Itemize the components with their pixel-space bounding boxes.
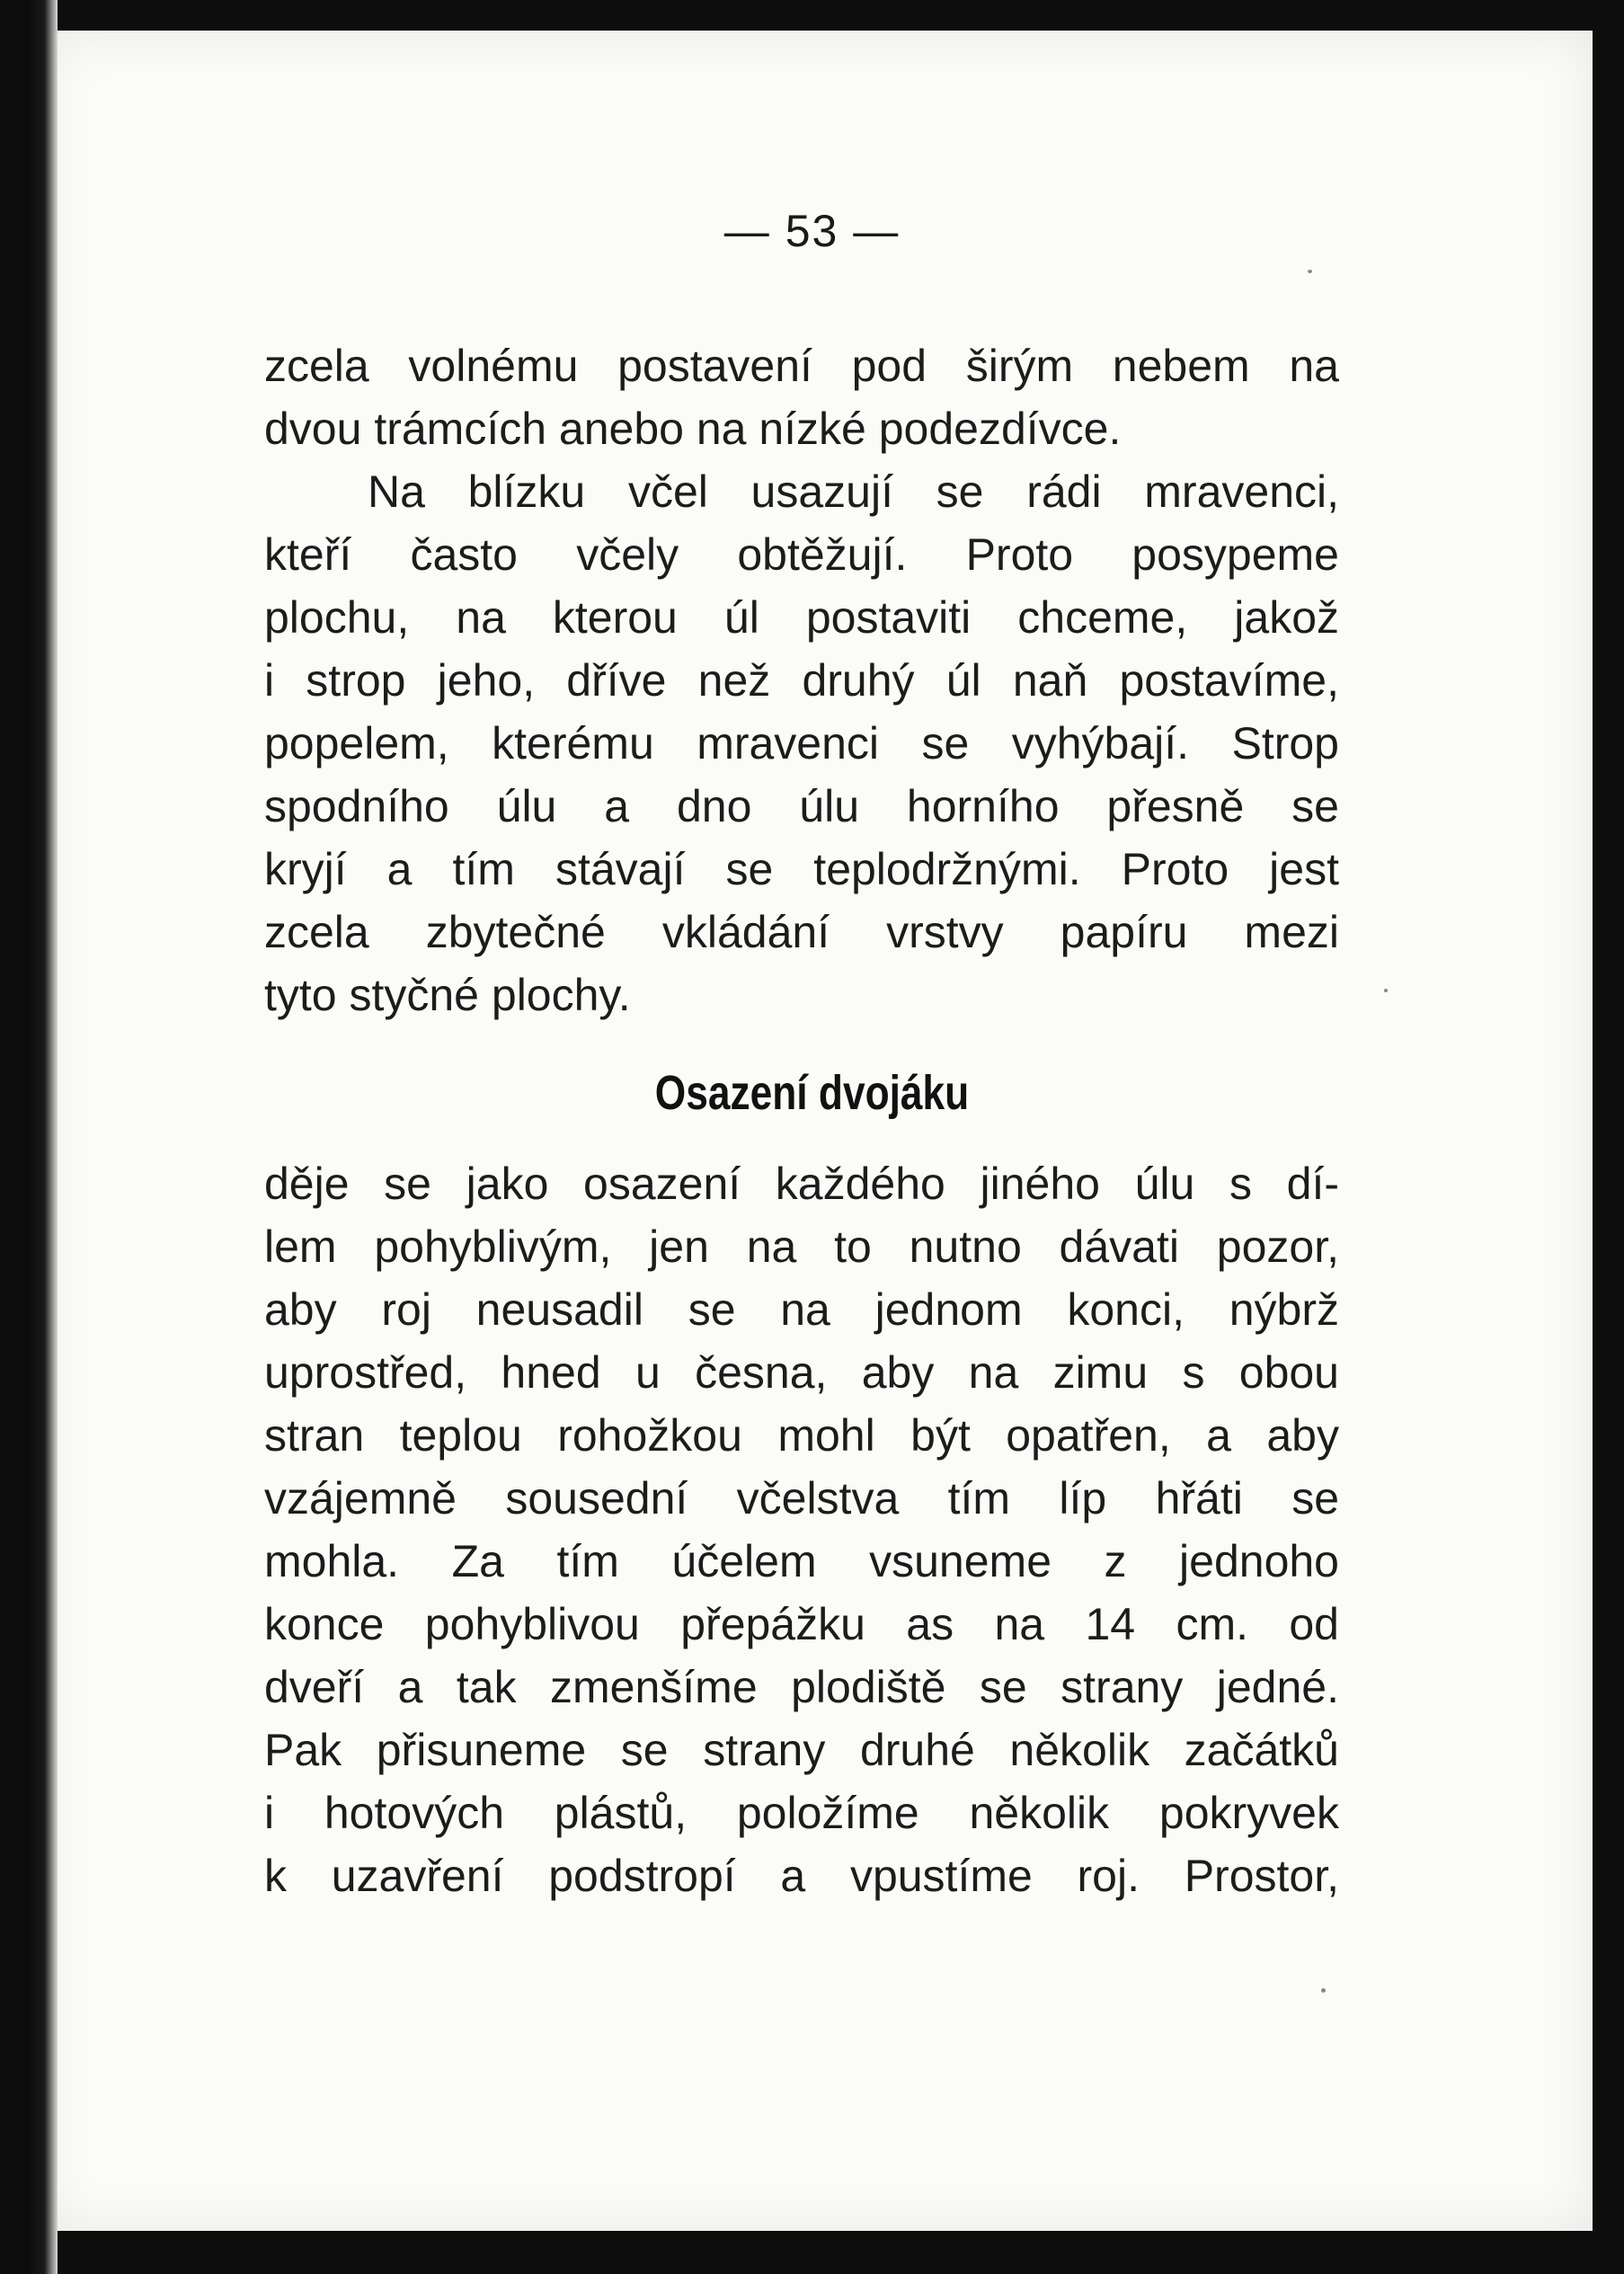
text-line: dveří a tak zmenšíme plodiště se strany jedné.: [264, 1662, 1339, 1712]
page-binding-edge: [25, 0, 58, 2274]
text-line: i hotových plástů, položíme několik pokryvek: [264, 1788, 1339, 1838]
text-line: vzájemně sousední včelstva tím líp hřáti se: [264, 1473, 1339, 1523]
text-line: děje se jako osazení každého jiného úlu s dí-: [264, 1159, 1339, 1209]
text-line: k uzavření podstropí a vpustíme roj. Prostor,: [264, 1851, 1339, 1901]
text-line: tyto styčné plochy.: [264, 970, 631, 1020]
text-line: Na blízku včel usazují se rádi mravenci,: [368, 466, 1339, 517]
text-line: stran teplou rohožkou mohl být opatřen, a aby: [264, 1410, 1339, 1461]
text-line: kryjí a tím stávají se teplodržnými. Proto jest: [264, 844, 1339, 894]
text-line: popelem, kterému mravenci se vyhýbají. Strop: [264, 718, 1339, 768]
paper-speck: [1384, 989, 1388, 992]
text-line: zcela zbytečné vkládání vrstvy papíru mezi: [264, 907, 1339, 957]
text-line: Pak přisuneme se strany druhé několik začátků: [264, 1725, 1339, 1775]
text-line: aby roj neusadil se na jednom konci, nýbrž: [264, 1284, 1339, 1335]
page-number: — 53 —: [723, 206, 901, 256]
text-line: i strop jeho, dříve než druhý úl naň postavíme,: [264, 655, 1339, 706]
text-line: spodního úlu a dno úlu horního přesně se: [264, 781, 1339, 831]
text-line: uprostřed, hned u česna, aby na zimu s obou: [264, 1347, 1339, 1398]
paper-speck: [1321, 1988, 1326, 1993]
text-line: plochu, na kterou úl postaviti chceme, jakož: [264, 592, 1339, 643]
text-line: konce pohyblivou přepážku as na 14 cm. od: [264, 1599, 1339, 1649]
paper-speck: [1308, 270, 1312, 273]
paragraph-continued: [264, 334, 1339, 1026]
section-heading: Osazení dvojáku: [654, 1066, 970, 1120]
paragraph-section: [264, 1152, 1339, 1907]
text-line: zcela volnému postavení pod širým nebem na: [264, 341, 1339, 391]
text-line: lem pohyblivým, jen na to nutno dávati pozor,: [264, 1221, 1339, 1272]
text-line: kteří často včely obtěžují. Proto posypeme: [264, 529, 1339, 580]
text-line: dvou trámcích anebo na nízké podezdívce.: [264, 404, 1122, 454]
text-line: mohla. Za tím účelem vsuneme z jednoho: [264, 1536, 1339, 1586]
